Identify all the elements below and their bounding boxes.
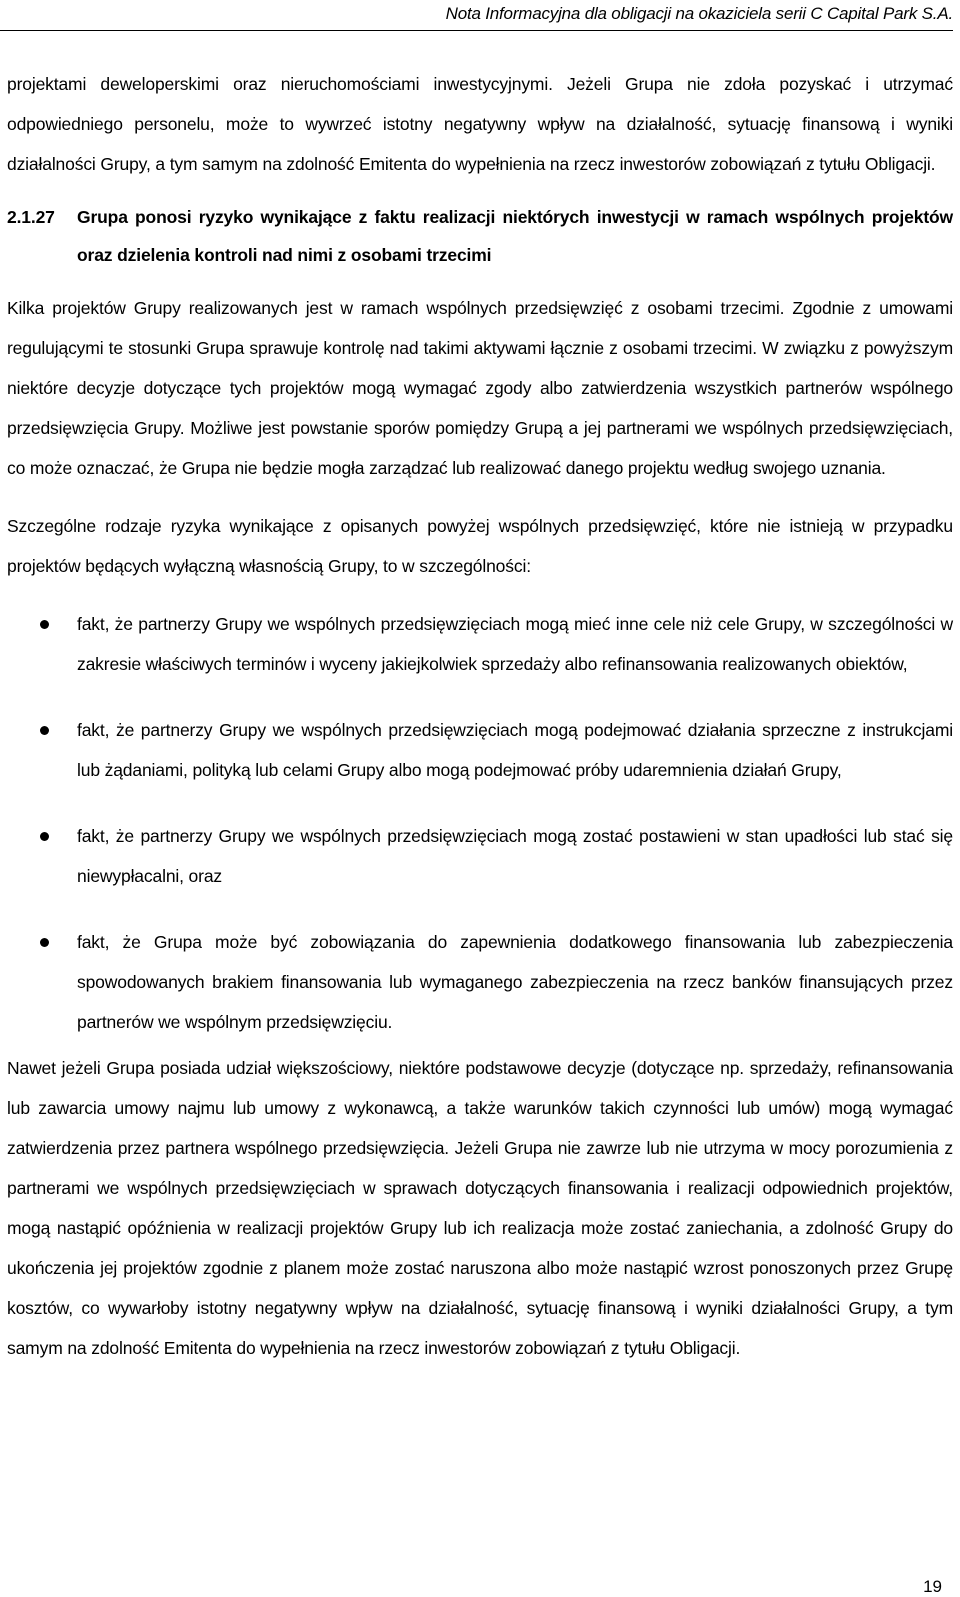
document-body	[7, 64, 953, 1368]
list-item	[7, 710, 953, 790]
bullet-icon	[40, 832, 49, 841]
section-number: 2.1.27	[7, 207, 55, 227]
paragraph-joint-ventures: Kilka projektów Grupy realizowanych jest w ramach wspólnych przedsięwzięć z osobami trzecimi. Zgodnie z umowami regulującymi te stosunki Grupa sprawuje kontrolę nad takimi aktywami łącznie z osobami trzecimi. W związku z powyższym niektóre decyzje dotyczące tych projektów mogą wymagać zgody albo zatwierdzenia wszystkich partnerów wspólnego przedsięwzięcia Grupy. Możliwe jest powstanie sporów pomiędzy Grupą a jej partnerami we wspólnych przedsięwzięciach, co może oznaczać, że Grupa nie będzie mogła zarządzać lub realizować danego projektu według swojego uznania.	[7, 298, 953, 478]
list-item-text: fakt, że partnerzy Grupy we wspólnych przedsięwzięciach mogą podejmować działania sprzeczne z instrukcjami lub żądaniami, polityką lub celami Grupy albo mogą podejmować próby udaremnienia działań Grupy,	[77, 720, 953, 780]
list-item-text: fakt, że partnerzy Grupy we wspólnych przedsięwzięciach mogą zostać postawieni w stan upadłości lub stać się niewypłacalni, oraz	[77, 826, 953, 886]
list-item-text: fakt, że Grupa może być zobowiązania do zapewnienia dodatkowego finansowania lub zabezpieczenia spowodowanych brakiem finansowania lub wymaganego zabezpieczenia na rzecz banków finansujących przez partnerów we wspólnym przedsięwzięciu.	[77, 932, 953, 1032]
page-number: 19	[923, 1577, 942, 1596]
list-item	[7, 922, 953, 1042]
section-title: Grupa ponosi ryzyko wynikające z faktu realizacji niektórych inwestycji w ramach wspólnych projektów oraz dzielenia kontroli nad nimi z osobami trzecimi	[77, 207, 953, 265]
paragraph-majority-stake: Nawet jeżeli Grupa posiada udział większościowy, niektóre podstawowe decyzje (dotyczące np. sprzedaży, refinansowania lub zawarcia umowy najmu lub umowy z wykonawcą, a także warunków takich czynności lub umów) mogą wymagać zatwierdzenia przez partnera wspólnego przedsięwzięcia. Jeżeli Grupa nie zawrze lub nie utrzyma w mocy porozumienia z partnerami we wspólnych przedsięwzięciach w sprawach dotyczących finansowania i realizacji odpowiednich projektów, mogą nastąpić opóźnienia w realizacji projektów Grupy lub ich realizacja może zostać zaniechania, a zdolność Grupy do ukończenia jej projektów zgodnie z planem może zostać naruszona albo może nastąpić wzrost ponoszonych przez Grupę kosztów, co wywarłoby istotny negatywny wpływ na działalność, sytuację finansową i wyniki działalności Grupy, a tym samym na zdolność Emitenta do wypełnienia na rzecz inwestorów zobowiązań z tytułu Obligacji.	[7, 1058, 953, 1358]
bullet-icon	[40, 938, 49, 947]
risk-list	[7, 604, 953, 1042]
document-header: Nota Informacyjna dla obligacji na okaziciela serii C Capital Park S.A.	[445, 4, 953, 23]
intro-paragraph: projektami deweloperskimi oraz nieruchomościami inwestycyjnymi. Jeżeli Grupa nie zdoła pozyskać i utrzymać odpowiedniego personelu, może to wywrzeć istotny negatywny wpływ na działalność, sytuację finansową i wyniki działalności Grupy, a tym samym na zdolność Emitenta do wypełnienia na rzecz inwestorów zobowiązań z tytułu Obligacji.	[7, 74, 953, 174]
section-heading	[7, 198, 953, 274]
list-item-text: fakt, że partnerzy Grupy we wspólnych przedsięwzięciach mogą mieć inne cele niż cele Grupy, w szczególności w zakresie właściwych terminów i wyceny jakiejkolwiek sprzedaży albo refinansowania realizowanych obiektów,	[77, 614, 953, 674]
paragraph-specific-risks: Szczególne rodzaje ryzyka wynikające z opisanych powyżej wspólnych przedsięwzięć, które nie istnieją w przypadku projektów będących wyłączną własnością Grupy, to w szczególności:	[7, 516, 953, 576]
bullet-icon	[40, 726, 49, 735]
list-item	[7, 816, 953, 896]
bullet-icon	[40, 620, 49, 629]
header-divider	[0, 30, 953, 31]
list-item	[7, 604, 953, 684]
